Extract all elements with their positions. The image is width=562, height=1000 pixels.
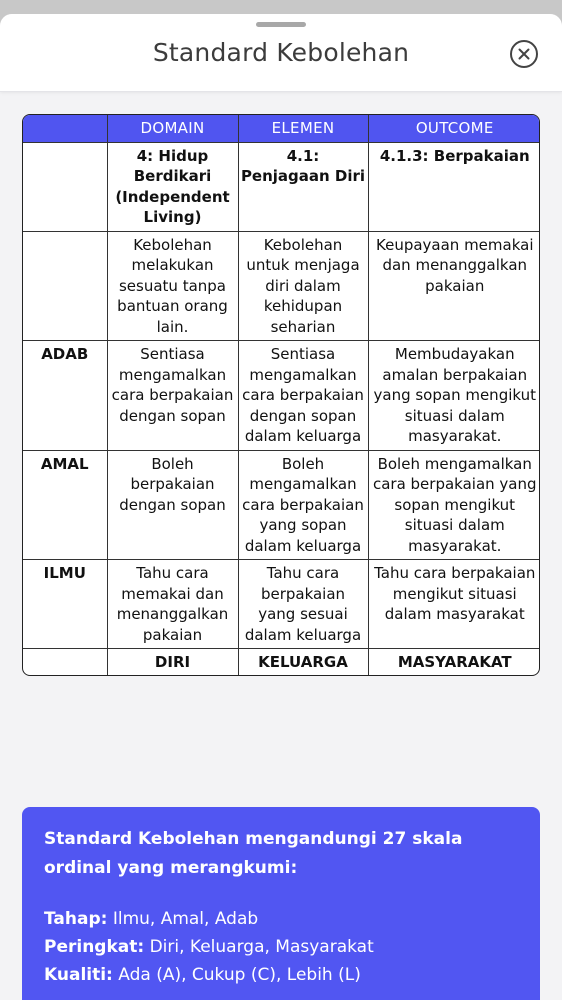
info-value: Diri, Keluarga, Masyarakat [144,937,374,957]
sheet-header [0,14,562,92]
table-cell: Membudayakan amalan berpakaian yang sopan mengikut situasi dalam masyarakat. [368,341,540,451]
info-line-tahap [44,905,518,933]
close-button[interactable] [510,40,538,68]
footer-cell-blank [23,649,107,675]
column-header-domain: DOMAIN [107,115,238,142]
footer-cell-diri: DIRI [107,649,238,675]
column-header-elemen: ELEMEN [238,115,368,142]
info-value: Ada (A), Cukup (C), Lebih (L) [112,965,361,985]
table-cell: Tahu cara berpakaian mengikut situasi dalam masyarakat [368,560,540,649]
info-title: Standard Kebolehan mengandungi 27 skala ordinal yang merangkumi: [44,829,463,878]
row-label [23,142,107,231]
row-label-ilmu: ILMU [23,560,107,649]
table-row [23,341,540,451]
column-header-outcome: OUTCOME [368,115,540,142]
row-label-adab: ADAB [23,341,107,451]
table-cell: 4: Hidup Berdikari (Independent Living) [107,142,238,231]
row-label [23,231,107,341]
footer-cell-keluarga: KELUARGA [238,649,368,675]
table-footer-row [23,649,540,675]
info-key: Peringkat: [44,937,145,957]
table-cell: Tahu cara memakai dan menanggalkan pakaian [107,560,238,649]
table-cell: Boleh berpakaian dengan sopan [107,450,238,560]
close-icon [518,48,530,60]
table-row [23,450,540,560]
table-cell: Sentiasa mengamalkan cara berpakaian dengan sopan dalam keluarga [238,341,368,451]
table-cell: Sentiasa mengamalkan cara berpakaian dengan sopan [107,341,238,451]
row-label-amal: AMAL [23,450,107,560]
table-cell: Keupayaan memakai dan menanggalkan pakaian [368,231,540,341]
standard-table [22,114,540,676]
bottom-sheet [0,14,562,1000]
table-cell: Boleh mengamalkan cara berpakaian yang sopan dalam keluarga [238,450,368,560]
table-row [23,560,540,649]
page-title: Standard Kebolehan [152,38,410,67]
column-header-blank [23,115,107,142]
table-cell: 4.1: Penjagaan Diri [238,142,368,231]
info-card [22,807,540,1000]
info-value: Ilmu, Amal, Adab [107,909,259,929]
table-cell: Kebolehan melakukan sesuatu tanpa bantuan orang lain. [107,231,238,341]
table-row [23,231,540,341]
info-line-kualiti [44,961,518,989]
info-key: Tahap: [44,909,108,929]
drag-handle[interactable] [256,22,306,27]
table-cell: Boleh mengamalkan cara berpakaian yang sopan mengikut situasi dalam masyarakat. [368,450,540,560]
footer-cell-masyarakat: MASYARAKAT [368,649,540,675]
table-row [23,142,540,231]
table-cell: 4.1.3: Berpakaian [368,142,540,231]
info-key: Kualiti: [44,965,113,985]
table-header-row [23,115,540,142]
info-line-peringkat [44,933,518,961]
table-cell: Kebolehan untuk menjaga diri dalam kehidupan seharian [238,231,368,341]
table-cell: Tahu cara berpakaian yang sesuai dalam keluarga [238,560,368,649]
